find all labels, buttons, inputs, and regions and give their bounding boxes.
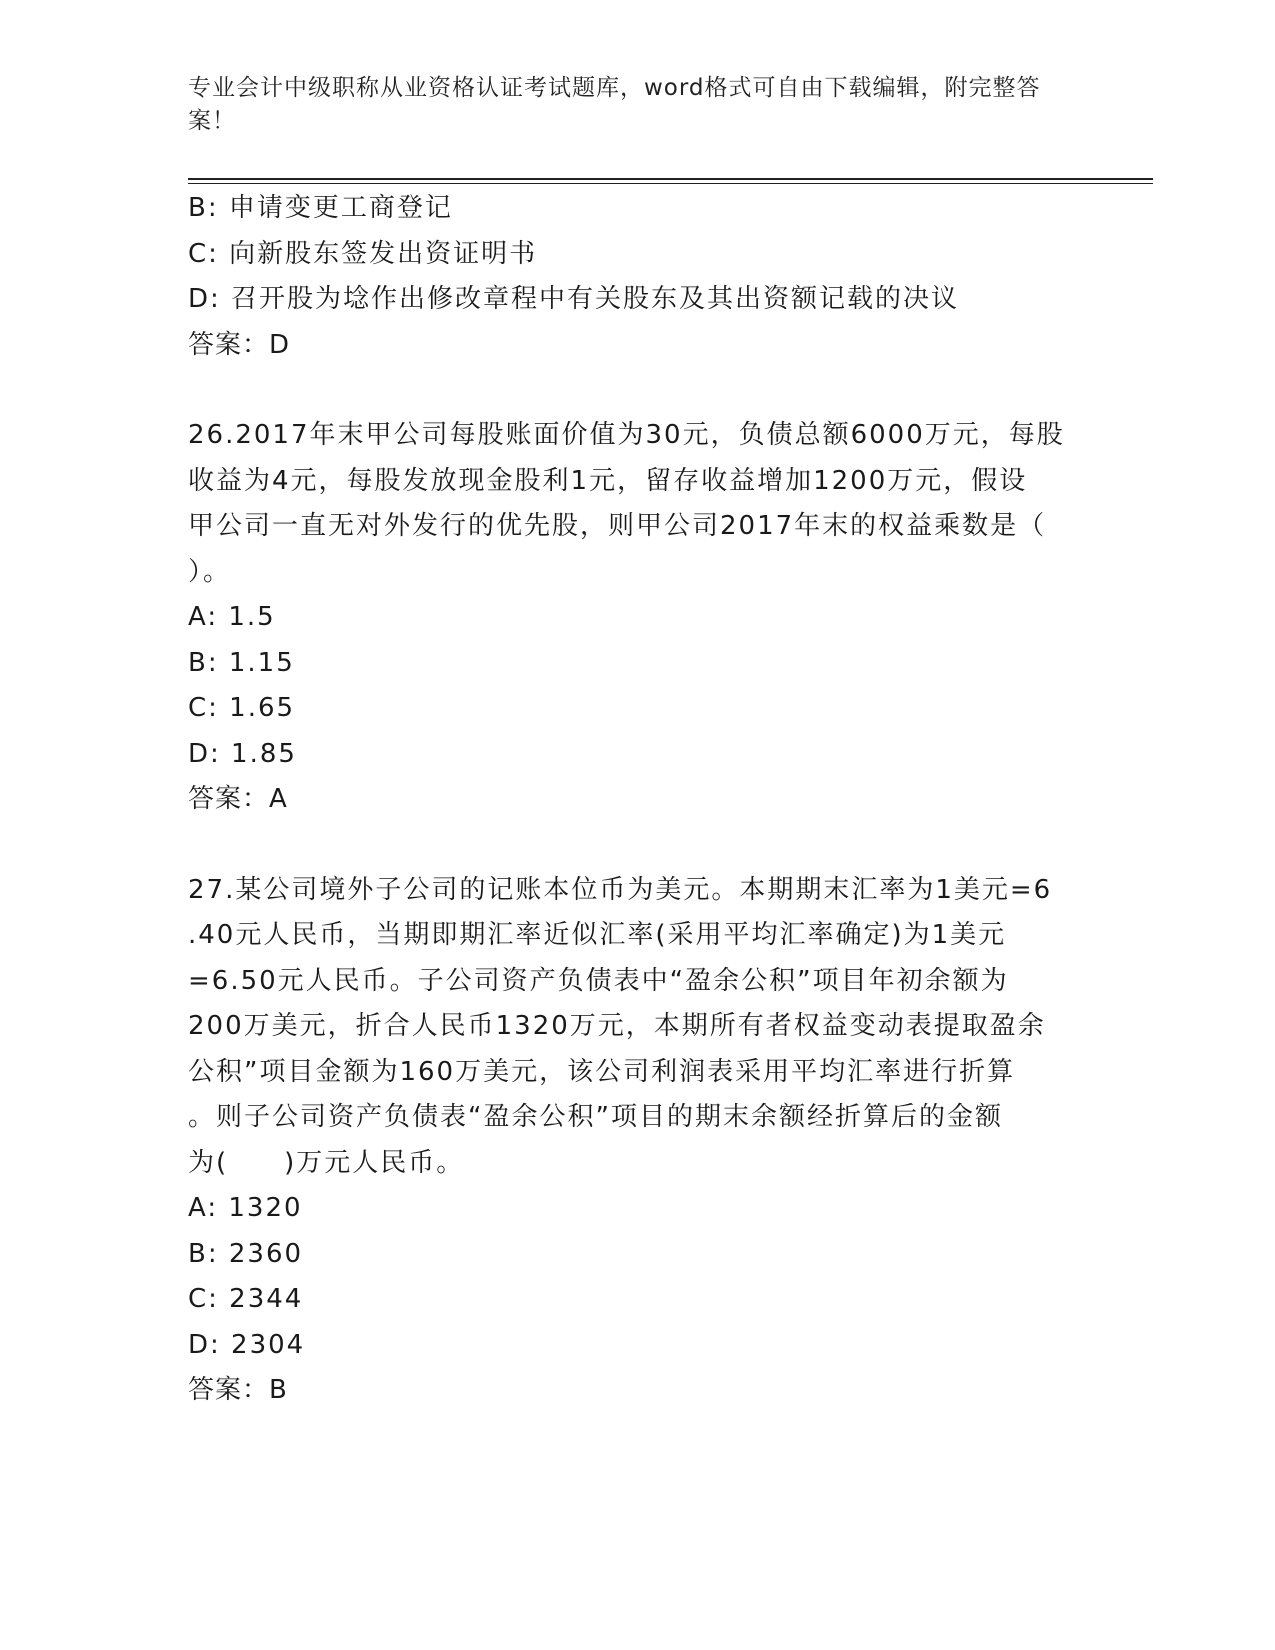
option-a: A: 1.5 bbox=[188, 602, 276, 632]
header-line-2: 案！ bbox=[188, 108, 236, 134]
header-divider-thin bbox=[188, 183, 1153, 184]
header-divider-thick bbox=[188, 178, 1153, 180]
document-header bbox=[188, 72, 1068, 138]
question-text-line: 26.2017年末甲公司每股账面价值为30元，负债总额6000万元，每股 bbox=[188, 420, 1065, 450]
question-text-line: 收益为4元，每股发放现金股利1元，留存收益增加1200万元，假设 bbox=[188, 465, 1028, 496]
answer: 答案：A bbox=[188, 784, 288, 814]
question-text-line: 200万美元，折合人民币1320万元，本期所有者权益变动表提取盈余 bbox=[188, 1011, 1046, 1041]
option-b: B: 2360 bbox=[188, 1238, 304, 1269]
option-a: A: 1320 bbox=[188, 1193, 303, 1223]
question-text-line: .40元人民币，当期即期汇率近似汇率(采用平均汇率确定)为1美元 bbox=[188, 920, 1007, 950]
document-content bbox=[188, 186, 1088, 1414]
question-text-line: ）。 bbox=[188, 556, 232, 587]
question-25-continued bbox=[188, 186, 1088, 368]
question-text bbox=[188, 413, 1088, 595]
question-text-line: 27.某公司境外子公司的记账本位币为美元。本期期末汇率为1美元=6 bbox=[188, 874, 1053, 905]
option-b: B: 1.15 bbox=[188, 647, 295, 678]
option-b: B: 申请变更工商登记 bbox=[188, 193, 453, 223]
question-text-line: 公积”项目金额为160万美元，该公司利润表采用平均汇率进行折算 bbox=[188, 1056, 1016, 1087]
option-c: C: 1.65 bbox=[188, 693, 296, 723]
option-d: D: 召开股为埝作出修改章程中有关股东及其出资额记载的决议 bbox=[188, 284, 960, 314]
answer: 答案：B bbox=[188, 1375, 288, 1405]
header-line-1: 专业会计中级职称从业资格认证考试题库，word格式可自由下载编辑，附完整答 bbox=[188, 75, 1041, 101]
question-27 bbox=[188, 868, 1088, 1414]
question-text-line: =6.50元人民币。子公司资产负债表中“盈余公积”项目年初余额为 bbox=[188, 965, 1009, 996]
option-d: D: 1.85 bbox=[188, 738, 297, 769]
answer: 答案：D bbox=[188, 329, 291, 360]
option-d: D: 2304 bbox=[188, 1329, 306, 1360]
question-text-line: 甲公司一直无对外发行的优先股，则甲公司2017年末的权益乘数是（ bbox=[188, 511, 1047, 541]
question-26 bbox=[188, 413, 1088, 823]
option-c: C: 2344 bbox=[188, 1284, 304, 1314]
question-text-line: 为( )万元人民币。 bbox=[188, 1147, 465, 1178]
question-text bbox=[188, 868, 1088, 1187]
option-c: C: 向新股东签发出资证明书 bbox=[188, 238, 538, 269]
question-text-line: 。则子公司资产负债表“盈余公积”项目的期末余额经折算后的金额 bbox=[188, 1102, 1003, 1132]
